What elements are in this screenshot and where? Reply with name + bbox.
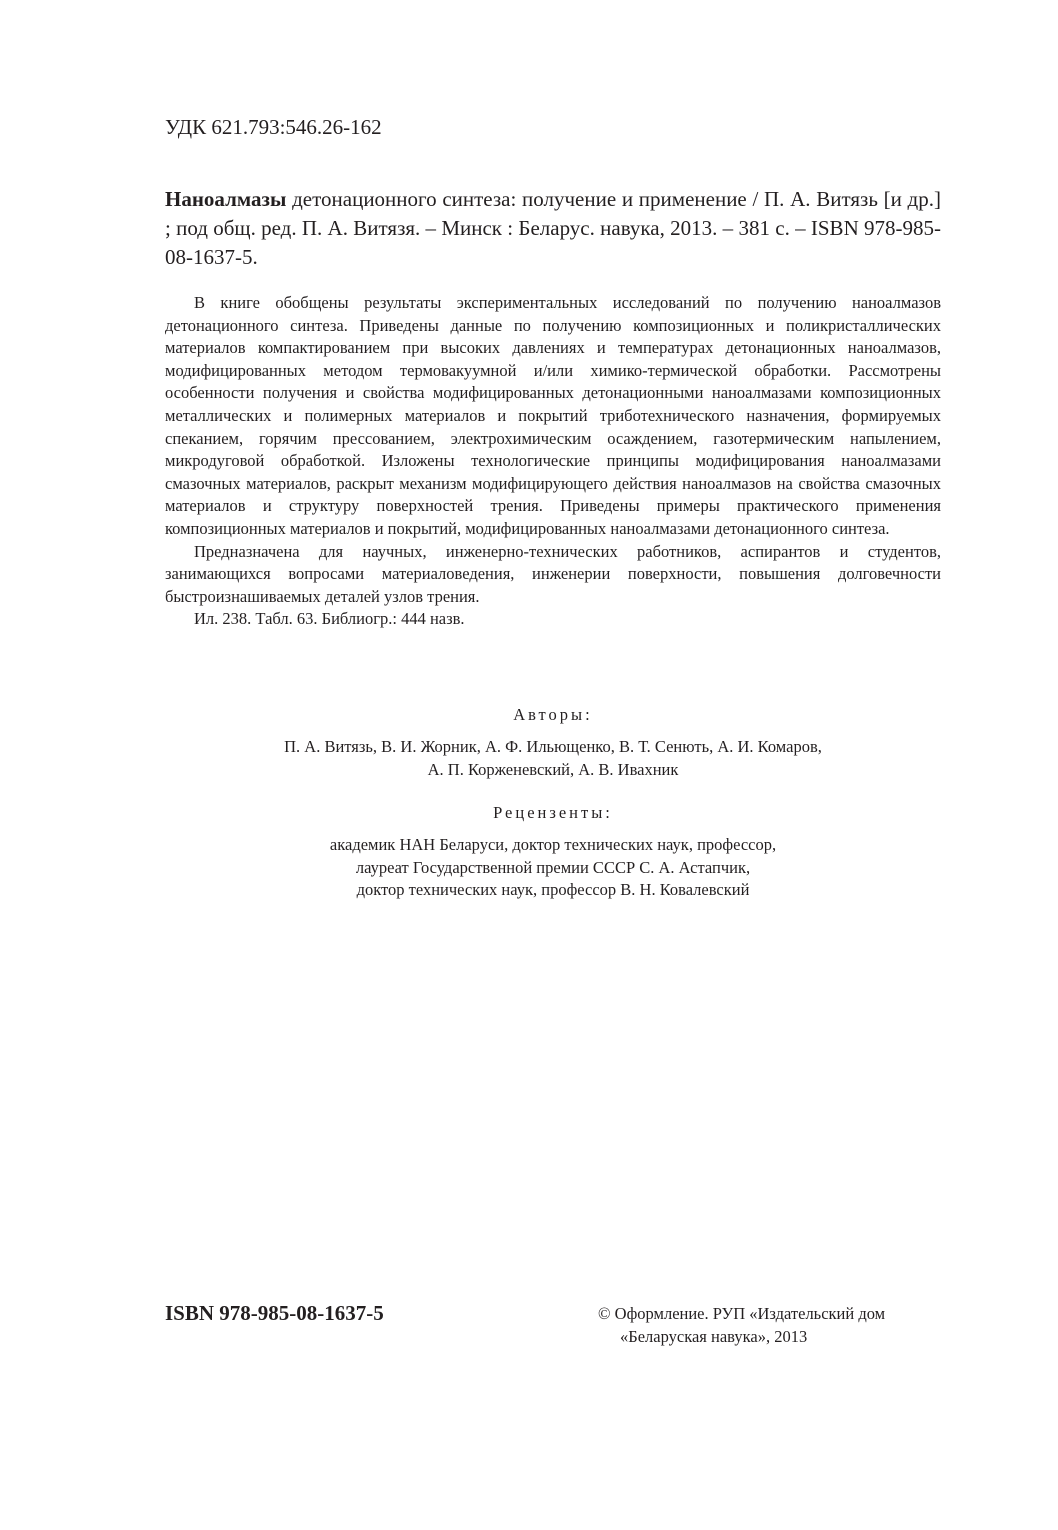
bibliographic-description: детонационного синтеза: получение и применение / П. А. Витязь [и др.] ; под общ. ред. П. А. Витязя. – Минск : Беларус. навука, 2013. – 381 с. – ISBN 978-985-08-1637-5. [165,187,941,269]
bibliographic-record [165,185,941,272]
book-title: Наноалмазы [165,187,287,211]
isbn-footer: ISBN 978-985-08-1637-5 [165,1301,384,1325]
copyright-line: © Оформление. РУП «Издательский дом [598,1304,886,1323]
abstract [165,292,941,631]
reviewers-list [165,834,941,902]
authors-line: А. П. Корженевский, А. В. Ивахник [427,759,679,779]
reviewer-line: доктор технических наук, профессор В. Н. Ковалевский [356,880,750,900]
reviewer-line: академик НАН Беларуси, доктор технических наук, профессор, [329,835,777,854]
illustration-stats: Ил. 238. Табл. 63. Библиогр.: 444 назв. [194,609,465,629]
authors-heading: Авторы: [513,705,593,724]
copyright-notice [598,1302,885,1348]
udk-code: УДК 621.793:546.26-162 [165,115,382,139]
audience-paragraph: Предназначена для научных, инженерно-технических работников, аспирантов и студентов, занимающихся вопросами материаловедения, инженерии поверхности, повышения долговечности быстроизнашиваемых деталей узлов трения. [165,541,941,606]
copyright-line: «Беларуская навука», 2013 [620,1327,808,1346]
reviewer-line: лауреат Государственной премии СССР С. А. Астапчик, [355,857,751,877]
authors-list [165,736,941,781]
authors-line: П. А. Витязь, В. И. Жорник, А. Ф. Ильющенко, В. Т. Сенють, А. И. Комаров, [284,737,822,756]
reviewers-heading: Рецензенты: [493,803,613,822]
abstract-paragraph: В книге обобщены результаты экспериментальных исследований по получению наноалмазов детонационного синтеза. Приведены данные по получению композиционных и поликристаллических материалов компактированием при высоких давлениях и температурах детонационных наноалмазов, модифицированных методом термовакуумной и/или химико-термической обработки. Рассмотрены особенности получения и свойства модифицированных детонационными наноалмазами композиционных металлических и полимерных материалов и покрытий триботехнического назначения, формируемых спеканием, горячим прессованием, электрохимическим осаждением, газотермическим напылением, микродуговой обработкой. Изложены технологические принципы модифицирования наноалмазами смазочных материалов, раскрыт механизм модифицирующего действия наноалмазов на свойства смазочных материалов и структуру поверхностей трения. Приведены примеры практического применения композиционных материалов и покрытий, модифицированных наноалмазами детонационного синтеза. [165,293,941,538]
